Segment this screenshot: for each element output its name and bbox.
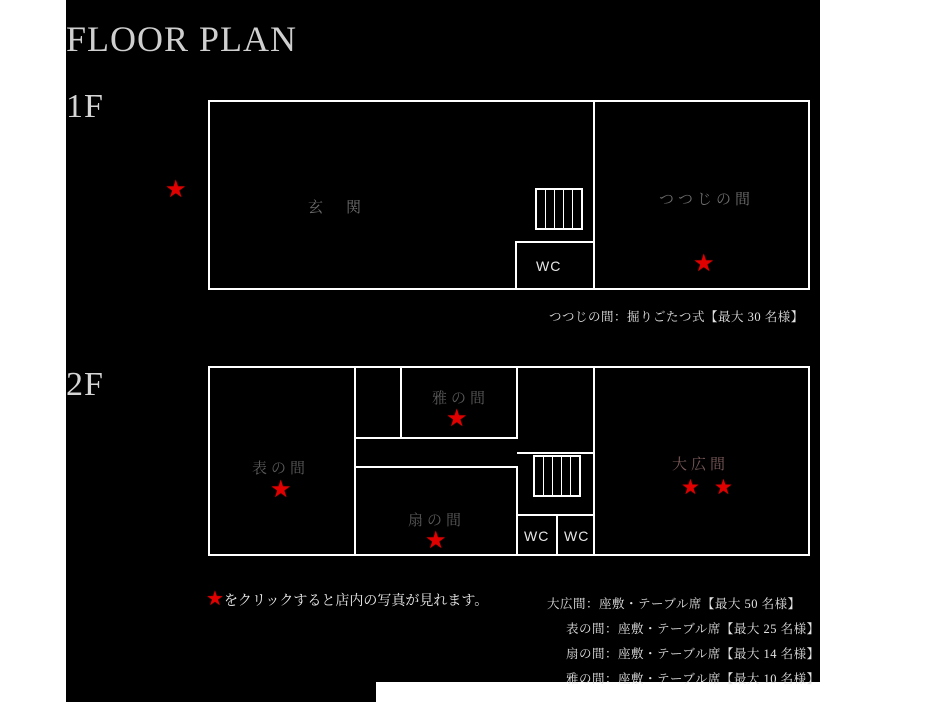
floor-2-wc-label-right: WC [564, 528, 590, 544]
floor-1-label: 1F [66, 88, 104, 125]
star-ohiroma-1[interactable]: ★ [681, 475, 700, 499]
note-text: をクリックすると店内の写真が見れます。 [223, 594, 489, 609]
star-miyabi[interactable]: ★ [446, 406, 468, 432]
floor-2-wall-ougi-top [354, 466, 518, 468]
star-tsutsuji[interactable]: ★ [693, 251, 715, 277]
note-star-icon: ★ [206, 588, 224, 610]
floor-2-wall-wc-divider [556, 515, 558, 556]
page-title: FLOOR PLAN [66, 19, 298, 59]
floor-2-room-label-ougi: 扇の間 [408, 513, 466, 529]
floor-1-wc-label: WC [536, 258, 562, 274]
floor-2-stairs [533, 455, 581, 497]
star-ougi[interactable]: ★ [425, 528, 447, 554]
caption-ougi: 扇の間：座敷・テーブル席【最大 14 名様】 [566, 647, 820, 661]
floor-2-room-label-omote: 表の間 [252, 461, 310, 477]
floor-2-room-label-ohiroma: 大広間 [672, 457, 730, 473]
floor-2-label: 2F [66, 366, 104, 403]
floor-1-wall-wc-left [515, 241, 517, 290]
floor-1-caption: つつじの間：掘りごたつ式【最大 30 名様】 [549, 310, 804, 324]
floor-2-wall-wc-bottom-line [517, 514, 595, 516]
floor-1-wall-wc-top [515, 241, 595, 243]
caption-miyabi: 雅の間：座敷・テーブル席【最大 10 名様】 [566, 672, 820, 686]
floor-2-wall-miyabi-bottom [354, 437, 518, 439]
floor-1-room-label-tsutsuji: つつじの間 [659, 192, 755, 208]
floor-1-wall-vertical-divider [593, 100, 595, 290]
floor-2-wall-miyabi-left [400, 366, 402, 438]
click-note [206, 589, 488, 610]
star-omote[interactable]: ★ [270, 477, 292, 503]
star-entrance-outside[interactable]: ★ [165, 177, 187, 203]
caption-omote: 表の間：座敷・テーブル席【最大 25 名様】 [566, 622, 820, 636]
floor-2-wall-ohiroma-left [593, 366, 595, 556]
floor-2-room-label-miyabi: 雅の間 [432, 391, 490, 407]
floor-1-stairs [535, 188, 583, 230]
floor-2-wall-miyabi-right [516, 366, 518, 438]
star-ohiroma-2[interactable]: ★ [714, 475, 733, 499]
floor-2-wc-label-left: WC [524, 528, 550, 544]
caption-ohiroma: 大広間：座敷・テーブル席【最大 50 名様】 [547, 597, 801, 611]
floor-2-wall-wc-top [517, 452, 595, 454]
floor-2-wall-ougi-right [516, 466, 518, 556]
floor-1-room-label-entrance: 玄 関 [308, 200, 366, 216]
floor-2-wall-omote-right [354, 366, 356, 556]
